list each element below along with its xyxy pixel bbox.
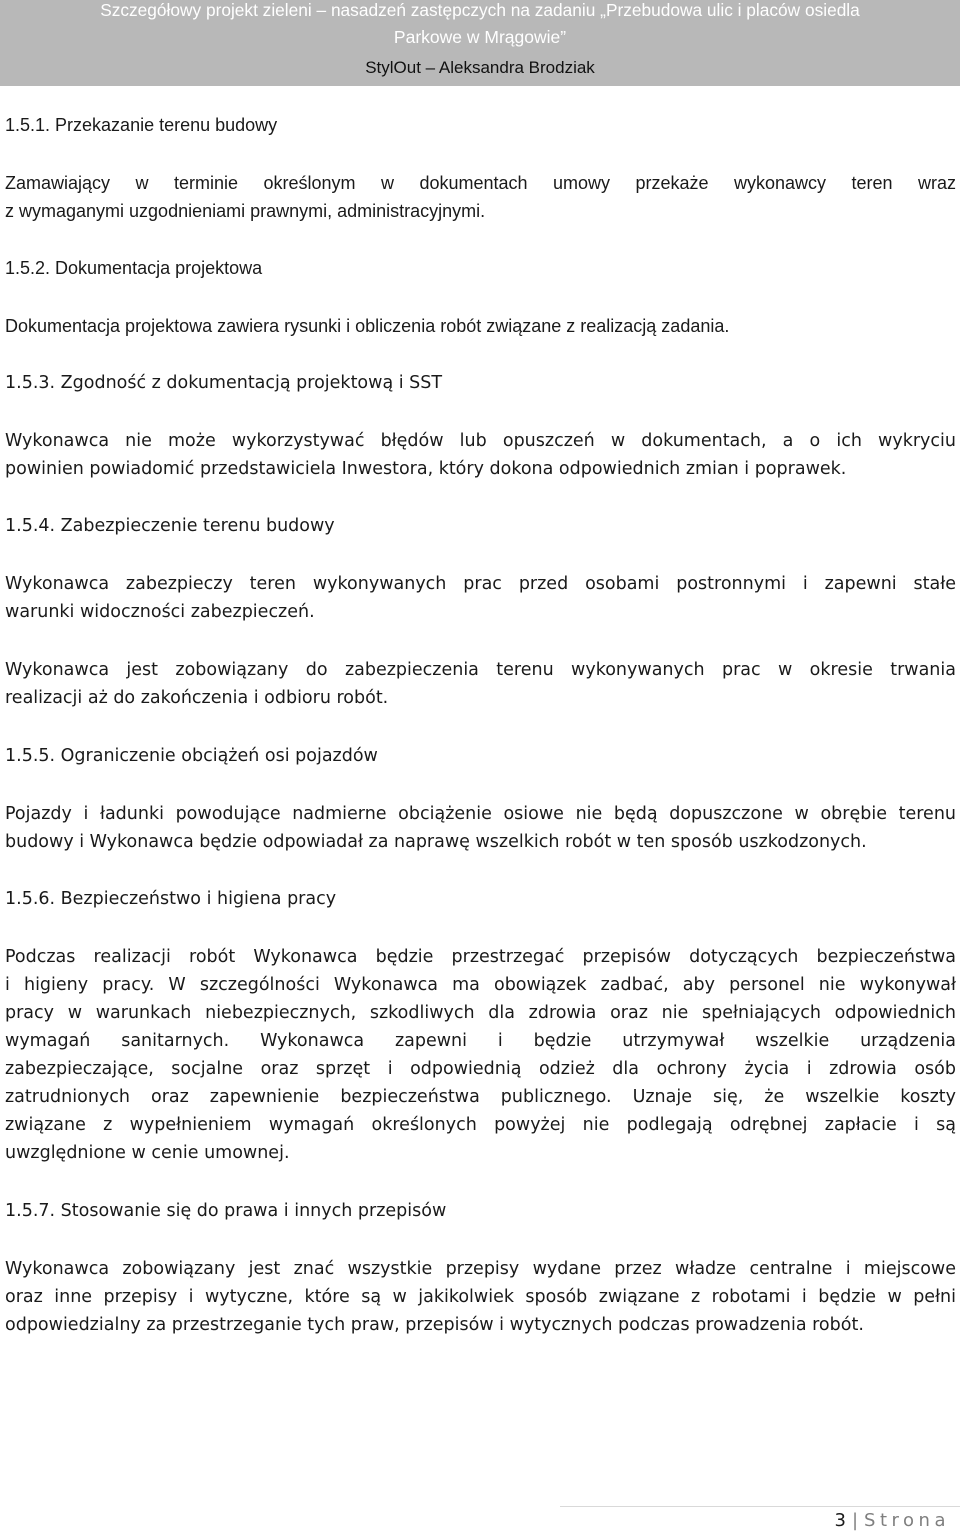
section-1-5-6-paragraph <box>5 943 956 1167</box>
paragraph-line: powinien powiadomić przedstawiciela Inwestora, który dokona odpowiednich zmian i poprawek. <box>5 459 847 479</box>
section-heading-1-5-5: 1.5.5. Ograniczenie obciążeń osi pojazdów <box>5 746 378 766</box>
page-number: 3 <box>834 1510 846 1531</box>
paragraph-line: budowy i Wykonawca będzie odpowiadał za naprawę wszelkich robót w ten sposób uszkodzonych. <box>5 832 867 852</box>
paragraph-line: z wymaganymi uzgodnieniami prawnymi, administracyjnymi. <box>5 201 486 221</box>
paragraph-line: Wykonawca jest zobowiązany do zabezpieczenia terenu wykonywanych prac w okresie trwania <box>5 660 956 680</box>
paragraph-line: Dokumentacja projektowa zawiera rysunki i obliczenia robót związane z realizacją zadania. <box>5 316 730 336</box>
paragraph-line: zatrudnionych oraz zapewnienie bezpieczeństwa publicznego. Uznaje się, że wszelkie koszty <box>5 1087 956 1107</box>
footer-separator: | <box>851 1510 859 1531</box>
paragraph-line: wymagań sanitarnych. Wykonawca zapewni i będzie utrzymywał wszelkie urządzenia <box>5 1031 956 1051</box>
page-header <box>0 0 960 86</box>
paragraph-line: oraz inne przepisy i wytyczne, które są w jakikolwiek sposób związane z robotami i będzie w pełni <box>5 1287 956 1307</box>
section-heading-1-5-7: 1.5.7. Stosowanie się do prawa i innych przepisów <box>5 1201 447 1221</box>
paragraph-line: i higieny pracy. W szczególności Wykonawca ma obowiązek zadbać, aby personel nie wykonywał <box>5 975 956 995</box>
footer-divider <box>560 1506 960 1507</box>
section-1-5-4-paragraph-2 <box>5 656 956 712</box>
paragraph-line: Wykonawca zobowiązany jest znać wszystkie przepisy wydane przez władze centralne i miejscowe <box>5 1259 956 1279</box>
header-author: StylOut – Aleksandra Brodziak <box>365 58 595 77</box>
section-1-5-2-paragraph <box>5 312 956 340</box>
section-1-5-3-paragraph <box>5 427 956 483</box>
paragraph-line: Pojazdy i ładunki powodujące nadmierne obciążenie osiowe nie będą dopuszczone w obrębie terenu <box>5 804 956 824</box>
section-heading-1-5-3: 1.5.3. Zgodność z dokumentacją projektową i SST <box>5 373 443 393</box>
section-heading-1-5-4: 1.5.4. Zabezpieczenie terenu budowy <box>5 516 335 536</box>
section-heading-1-5-1: 1.5.1. Przekazanie terenu budowy <box>5 115 278 135</box>
section-1-5-7-paragraph <box>5 1255 956 1339</box>
paragraph-line: realizacji aż do zakończenia i odbioru robót. <box>5 688 389 708</box>
page-footer <box>835 1510 950 1531</box>
section-1-5-1-paragraph <box>5 169 956 225</box>
paragraph-line: Wykonawca zabezpieczy teren wykonywanych prac przed osobami postronnymi i zapewni stałe <box>5 574 956 594</box>
header-title-line-2: Parkowe w Mrągowie” <box>393 27 567 47</box>
paragraph-line: uwzględnione w cenie umownej. <box>5 1143 290 1163</box>
paragraph-line: warunki widoczności zabezpieczeń. <box>5 602 315 622</box>
section-heading-1-5-6: 1.5.6. Bezpieczeństwo i higiena pracy <box>5 889 337 909</box>
page-label: Strona <box>864 1510 950 1531</box>
paragraph-line: związane z wypełnieniem wymagań określonych powyżej nie podlegają odrębnej zapłacie i są <box>5 1115 956 1135</box>
paragraph-line: Wykonawca nie może wykorzystywać błędów lub opuszczeń w dokumentach, a o ich wykryciu <box>5 431 956 451</box>
section-heading-1-5-2: 1.5.2. Dokumentacja projektowa <box>5 258 263 278</box>
header-title-line-1: Szczegółowy projekt zieleni – nasadzeń zastępczych na zadaniu „Przebudowa ulic i placów osiedla <box>100 0 860 20</box>
paragraph-line: zabezpieczające, socjalne oraz sprzęt i odpowiednią odzież dla ochrony życia i zdrowia osób <box>5 1059 956 1079</box>
paragraph-line: Zamawiający w terminie określonym w dokumentach umowy przekaże wykonawcy teren wraz <box>5 173 956 193</box>
section-1-5-5-paragraph <box>5 800 956 856</box>
paragraph-line: pracy w warunkach niebezpiecznych, szkodliwych dla zdrowia oraz nie spełniających odpowiednich <box>5 1003 956 1023</box>
paragraph-line: odpowiedzialny za przestrzeganie tych praw, przepisów i wytycznych podczas prowadzenia robót. <box>5 1315 864 1335</box>
section-1-5-4-paragraph-1 <box>5 570 956 626</box>
paragraph-line: Podczas realizacji robót Wykonawca będzie przestrzegać przepisów dotyczących bezpieczeństwa <box>5 947 956 967</box>
